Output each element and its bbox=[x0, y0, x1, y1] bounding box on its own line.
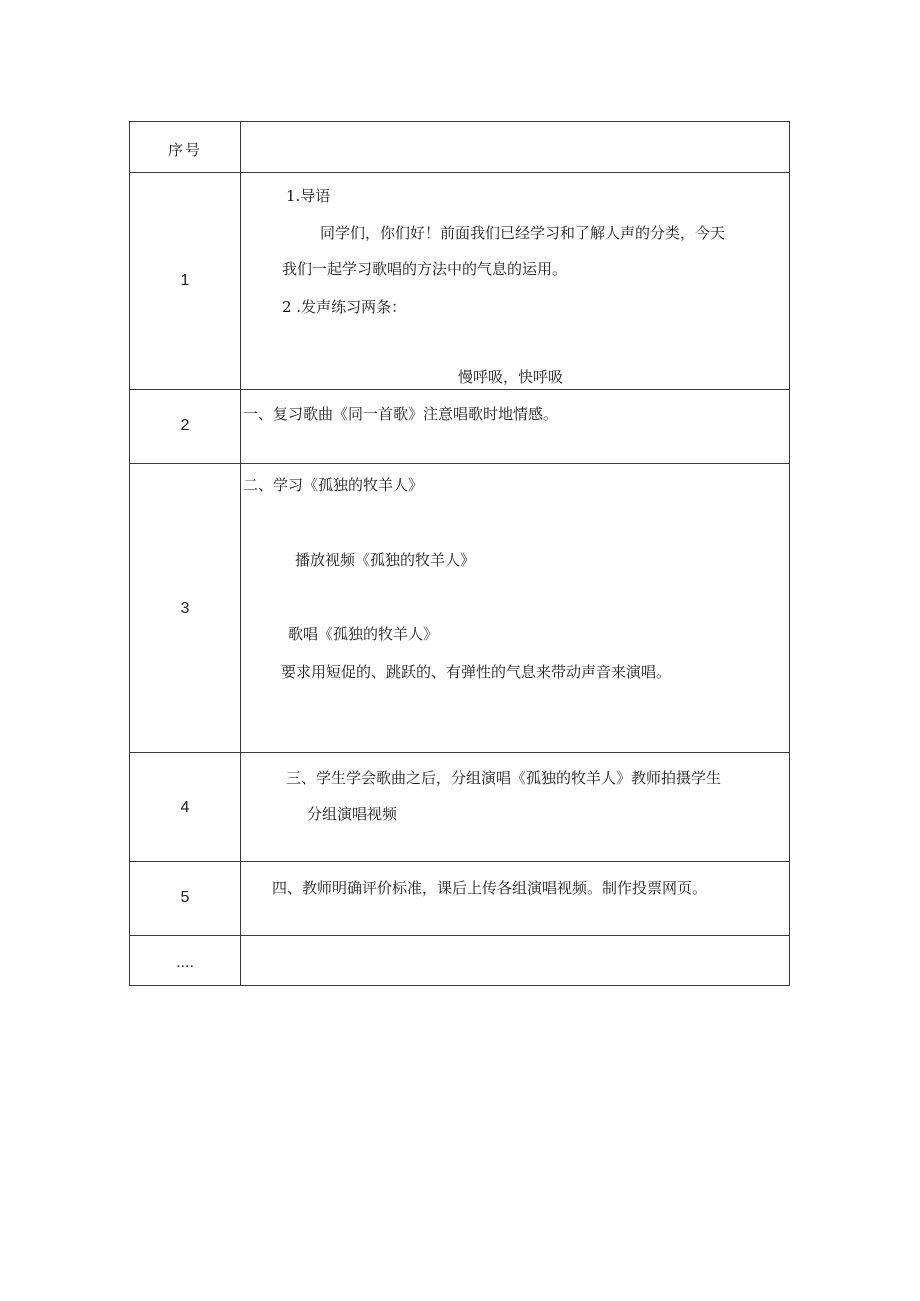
row-number: 5 bbox=[180, 889, 190, 906]
row-text: 同学们，你们好！前面我们已经学习和了解人声的分类，今天 bbox=[320, 224, 726, 242]
row-number: 1 bbox=[180, 272, 190, 289]
lesson-table bbox=[129, 121, 790, 986]
column-divider bbox=[240, 122, 241, 985]
row-number: 2 bbox=[180, 417, 190, 434]
row-text: 二、学习《孤独的牧羊人》 bbox=[243, 476, 424, 494]
row-text: 一、复习歌曲《同一首歌》注意唱歌时地情感。 bbox=[243, 405, 559, 423]
row-text: 四、教师明确评价标准，课后上传各组演唱视频。制作投票网页。 bbox=[272, 879, 708, 897]
row-text: 播放视频《孤独的牧羊人》 bbox=[295, 551, 476, 569]
row-divider bbox=[130, 463, 789, 464]
row-text: 要求用短促的、跳跃的、有弹性的气息来带动声音来演唱。 bbox=[281, 663, 672, 681]
row-text: 三、学生学会歌曲之后，分组演唱《孤独的牧羊人》教师拍摄学生 bbox=[286, 769, 722, 787]
row-divider bbox=[130, 935, 789, 936]
row-text: 歌唱《孤独的牧羊人》 bbox=[288, 625, 439, 643]
row-text: 我们一起学习歌唱的方法中的气息的运用。 bbox=[282, 260, 568, 278]
row-text: 2 .发声练习两条： bbox=[282, 298, 407, 316]
row-number: 3 bbox=[180, 600, 190, 617]
row-text: 1.导语 bbox=[286, 187, 331, 205]
header-number-cell: 序号 bbox=[167, 141, 202, 159]
row-text: 慢呼吸，快呼吸 bbox=[458, 368, 564, 386]
row-text: 分组演唱视频 bbox=[307, 805, 398, 823]
row-divider bbox=[130, 172, 789, 173]
row-number: 4 bbox=[180, 799, 190, 816]
row-divider bbox=[130, 752, 789, 753]
row-number: .... bbox=[176, 954, 194, 971]
row-divider bbox=[130, 861, 789, 862]
row-divider bbox=[130, 389, 789, 390]
